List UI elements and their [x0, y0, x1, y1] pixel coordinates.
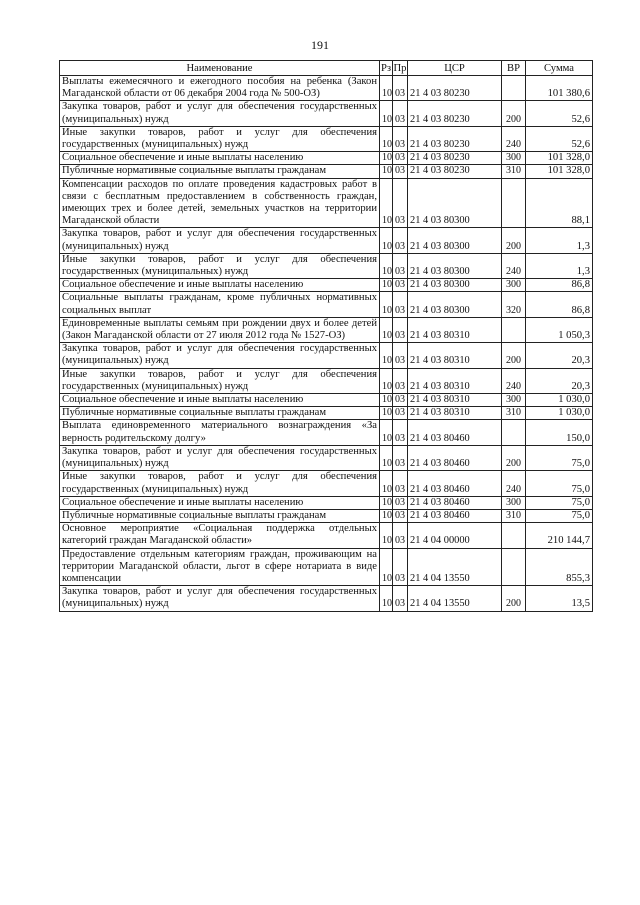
table-row: [60, 509, 593, 522]
table-row: [60, 420, 593, 445]
cell-rz: 10: [380, 317, 393, 342]
cell-csr: 21 4 04 13550: [408, 586, 502, 611]
cell-csr: 21 4 03 80230: [408, 165, 502, 178]
cell-rz: 10: [380, 343, 393, 368]
cell-pr: 03: [393, 152, 408, 165]
table-row: [60, 548, 593, 586]
cell-pr: 03: [393, 76, 408, 101]
cell-vr: 300: [502, 496, 526, 509]
cell-pr: 03: [393, 471, 408, 496]
cell-csr: 21 4 03 80460: [408, 496, 502, 509]
cell-sum: 20,3: [526, 368, 593, 393]
cell-rz: 10: [380, 101, 393, 126]
cell-vr: [502, 178, 526, 228]
cell-csr: 21 4 03 80300: [408, 228, 502, 253]
cell-sum: 101 328,0: [526, 152, 593, 165]
cell-sum: 101 328,0: [526, 165, 593, 178]
cell-rz: 10: [380, 126, 393, 151]
budget-table: [59, 60, 593, 612]
cell-vr: [502, 548, 526, 586]
cell-vr: [502, 317, 526, 342]
cell-sum: 13,5: [526, 586, 593, 611]
cell-sum: 75,0: [526, 509, 593, 522]
cell-name: Публичные нормативные социальные выплаты гражданам: [60, 407, 380, 420]
table-row: [60, 394, 593, 407]
cell-csr: 21 4 03 80300: [408, 279, 502, 292]
page-number: 191: [311, 38, 329, 52]
cell-csr: 21 4 03 80310: [408, 317, 502, 342]
cell-vr: 240: [502, 471, 526, 496]
cell-name: Единовременные выплаты семьям при рождении двух и более детей (Закон Магаданской области от 27 июля 2012 года № 1527-ОЗ): [60, 317, 380, 342]
cell-csr: 21 4 03 80460: [408, 445, 502, 470]
cell-name: Социальное обеспечение и иные выплаты населению: [60, 279, 380, 292]
cell-vr: 200: [502, 343, 526, 368]
header-name: Наименование: [60, 61, 380, 76]
cell-name: Иные закупки товаров, работ и услуг для обеспечения государственных (муниципальных) нужд: [60, 126, 380, 151]
cell-csr: 21 4 03 80460: [408, 509, 502, 522]
cell-pr: 03: [393, 165, 408, 178]
cell-rz: 10: [380, 548, 393, 586]
cell-rz: 10: [380, 496, 393, 509]
cell-name: Закупка товаров, работ и услуг для обеспечения государственных (муниципальных) нужд: [60, 228, 380, 253]
table-row: [60, 101, 593, 126]
cell-name: Социальное обеспечение и иные выплаты населению: [60, 394, 380, 407]
cell-csr: 21 4 04 00000: [408, 523, 502, 548]
table-row: [60, 126, 593, 151]
cell-name: Иные закупки товаров, работ и услуг для обеспечения государственных (муниципальных) нужд: [60, 471, 380, 496]
table-header-row: [60, 61, 593, 76]
cell-vr: [502, 420, 526, 445]
cell-rz: 10: [380, 178, 393, 228]
table-row: [60, 368, 593, 393]
cell-name: Социальное обеспечение и иные выплаты населению: [60, 496, 380, 509]
cell-rz: 10: [380, 165, 393, 178]
cell-csr: 21 4 03 80310: [408, 407, 502, 420]
cell-rz: 10: [380, 279, 393, 292]
table-row: [60, 523, 593, 548]
cell-vr: [502, 76, 526, 101]
cell-rz: 10: [380, 509, 393, 522]
table-row: [60, 228, 593, 253]
cell-name: Основное мероприятие «Социальная поддержка отдельных категорий граждан Магаданской области»: [60, 523, 380, 548]
cell-vr: 240: [502, 253, 526, 278]
cell-sum: 1 050,3: [526, 317, 593, 342]
cell-vr: 320: [502, 292, 526, 317]
cell-name: Публичные нормативные социальные выплаты гражданам: [60, 509, 380, 522]
cell-pr: 03: [393, 178, 408, 228]
cell-name: Компенсации расходов по оплате проведения кадастровых работ в связи с бесплатным предоставлением в собственность граждан, имеющих трех и более детей, земельных участков на территории Магаданской области: [60, 178, 380, 228]
cell-sum: 1,3: [526, 253, 593, 278]
cell-sum: 150,0: [526, 420, 593, 445]
cell-csr: 21 4 03 80300: [408, 292, 502, 317]
table-row: [60, 445, 593, 470]
table-row: [60, 76, 593, 101]
cell-pr: 03: [393, 420, 408, 445]
cell-name: Закупка товаров, работ и услуг для обеспечения государственных (муниципальных) нужд: [60, 586, 380, 611]
cell-pr: 03: [393, 317, 408, 342]
cell-rz: 10: [380, 420, 393, 445]
cell-csr: 21 4 03 80310: [408, 343, 502, 368]
cell-rz: 10: [380, 445, 393, 470]
cell-rz: 10: [380, 152, 393, 165]
table-row: [60, 496, 593, 509]
cell-vr: 200: [502, 101, 526, 126]
table-row: [60, 152, 593, 165]
cell-pr: 03: [393, 509, 408, 522]
cell-pr: 03: [393, 394, 408, 407]
cell-pr: 03: [393, 368, 408, 393]
header-sum: Сумма: [526, 61, 593, 76]
cell-csr: 21 4 03 80300: [408, 253, 502, 278]
table-row: [60, 407, 593, 420]
cell-pr: 03: [393, 548, 408, 586]
cell-rz: 10: [380, 292, 393, 317]
cell-rz: 10: [380, 368, 393, 393]
cell-csr: 21 4 03 80230: [408, 101, 502, 126]
cell-vr: 310: [502, 165, 526, 178]
cell-name: Социальное обеспечение и иные выплаты населению: [60, 152, 380, 165]
cell-pr: 03: [393, 586, 408, 611]
cell-rz: 10: [380, 586, 393, 611]
cell-sum: 210 144,7: [526, 523, 593, 548]
cell-vr: 310: [502, 407, 526, 420]
cell-name: Предоставление отдельным категориям граждан, проживающим на территории Магаданской области, льгот в сфере нотариата в виде компенсации: [60, 548, 380, 586]
cell-name: Выплаты ежемесячного и ежегодного пособия на ребенка (Закон Магаданской области от 06 декабря 2004 года № 500-ОЗ): [60, 76, 380, 101]
table-row: [60, 292, 593, 317]
cell-sum: 86,8: [526, 292, 593, 317]
cell-sum: 1,3: [526, 228, 593, 253]
table-row: [60, 343, 593, 368]
table-row: [60, 586, 593, 611]
header-pr: Пр: [393, 61, 408, 76]
cell-sum: 1 030,0: [526, 394, 593, 407]
cell-pr: 03: [393, 343, 408, 368]
header-rz: Рз: [380, 61, 393, 76]
cell-csr: 21 4 03 80230: [408, 152, 502, 165]
cell-rz: 10: [380, 471, 393, 496]
cell-rz: 10: [380, 523, 393, 548]
cell-vr: 300: [502, 152, 526, 165]
cell-csr: 21 4 03 80310: [408, 368, 502, 393]
cell-vr: 310: [502, 509, 526, 522]
table-row: [60, 178, 593, 228]
cell-pr: 03: [393, 279, 408, 292]
cell-sum: 1 030,0: [526, 407, 593, 420]
cell-pr: 03: [393, 101, 408, 126]
cell-pr: 03: [393, 496, 408, 509]
table-row: [60, 253, 593, 278]
cell-vr: 200: [502, 445, 526, 470]
table-row: [60, 317, 593, 342]
cell-csr: 21 4 03 80300: [408, 178, 502, 228]
cell-vr: 240: [502, 126, 526, 151]
cell-rz: 10: [380, 228, 393, 253]
cell-sum: 86,8: [526, 279, 593, 292]
cell-sum: 88,1: [526, 178, 593, 228]
cell-pr: 03: [393, 292, 408, 317]
cell-name: Иные закупки товаров, работ и услуг для обеспечения государственных (муниципальных) нужд: [60, 368, 380, 393]
header-csr: ЦСР: [408, 61, 502, 76]
cell-csr: 21 4 03 80310: [408, 394, 502, 407]
cell-name: Закупка товаров, работ и услуг для обеспечения государственных (муниципальных) нужд: [60, 445, 380, 470]
cell-pr: 03: [393, 228, 408, 253]
cell-sum: 20,3: [526, 343, 593, 368]
table-row: [60, 471, 593, 496]
cell-sum: 101 380,6: [526, 76, 593, 101]
cell-pr: 03: [393, 407, 408, 420]
cell-name: Выплата единовременного материального вознаграждения «За верность родительскому долгу»: [60, 420, 380, 445]
cell-pr: 03: [393, 445, 408, 470]
cell-sum: 855,3: [526, 548, 593, 586]
cell-rz: 10: [380, 407, 393, 420]
cell-sum: 52,6: [526, 101, 593, 126]
cell-name: Социальные выплаты гражданам, кроме публичных нормативных социальных выплат: [60, 292, 380, 317]
cell-vr: 200: [502, 586, 526, 611]
cell-csr: 21 4 03 80460: [408, 471, 502, 496]
cell-sum: 52,6: [526, 126, 593, 151]
cell-vr: 240: [502, 368, 526, 393]
cell-name: Закупка товаров, работ и услуг для обеспечения государственных (муниципальных) нужд: [60, 343, 380, 368]
cell-rz: 10: [380, 253, 393, 278]
cell-vr: 300: [502, 394, 526, 407]
cell-csr: 21 4 03 80230: [408, 76, 502, 101]
cell-vr: 200: [502, 228, 526, 253]
cell-sum: 75,0: [526, 471, 593, 496]
cell-vr: [502, 523, 526, 548]
cell-pr: 03: [393, 253, 408, 278]
cell-name: Закупка товаров, работ и услуг для обеспечения государственных (муниципальных) нужд: [60, 101, 380, 126]
header-vr: ВР: [502, 61, 526, 76]
cell-rz: 10: [380, 394, 393, 407]
cell-pr: 03: [393, 126, 408, 151]
cell-sum: 75,0: [526, 445, 593, 470]
cell-vr: 300: [502, 279, 526, 292]
table-row: [60, 279, 593, 292]
cell-name: Публичные нормативные социальные выплаты гражданам: [60, 165, 380, 178]
cell-rz: 10: [380, 76, 393, 101]
table-row: [60, 165, 593, 178]
cell-name: Иные закупки товаров, работ и услуг для обеспечения государственных (муниципальных) нужд: [60, 253, 380, 278]
cell-pr: 03: [393, 523, 408, 548]
cell-csr: 21 4 04 13550: [408, 548, 502, 586]
cell-csr: 21 4 03 80460: [408, 420, 502, 445]
cell-sum: 75,0: [526, 496, 593, 509]
cell-csr: 21 4 03 80230: [408, 126, 502, 151]
